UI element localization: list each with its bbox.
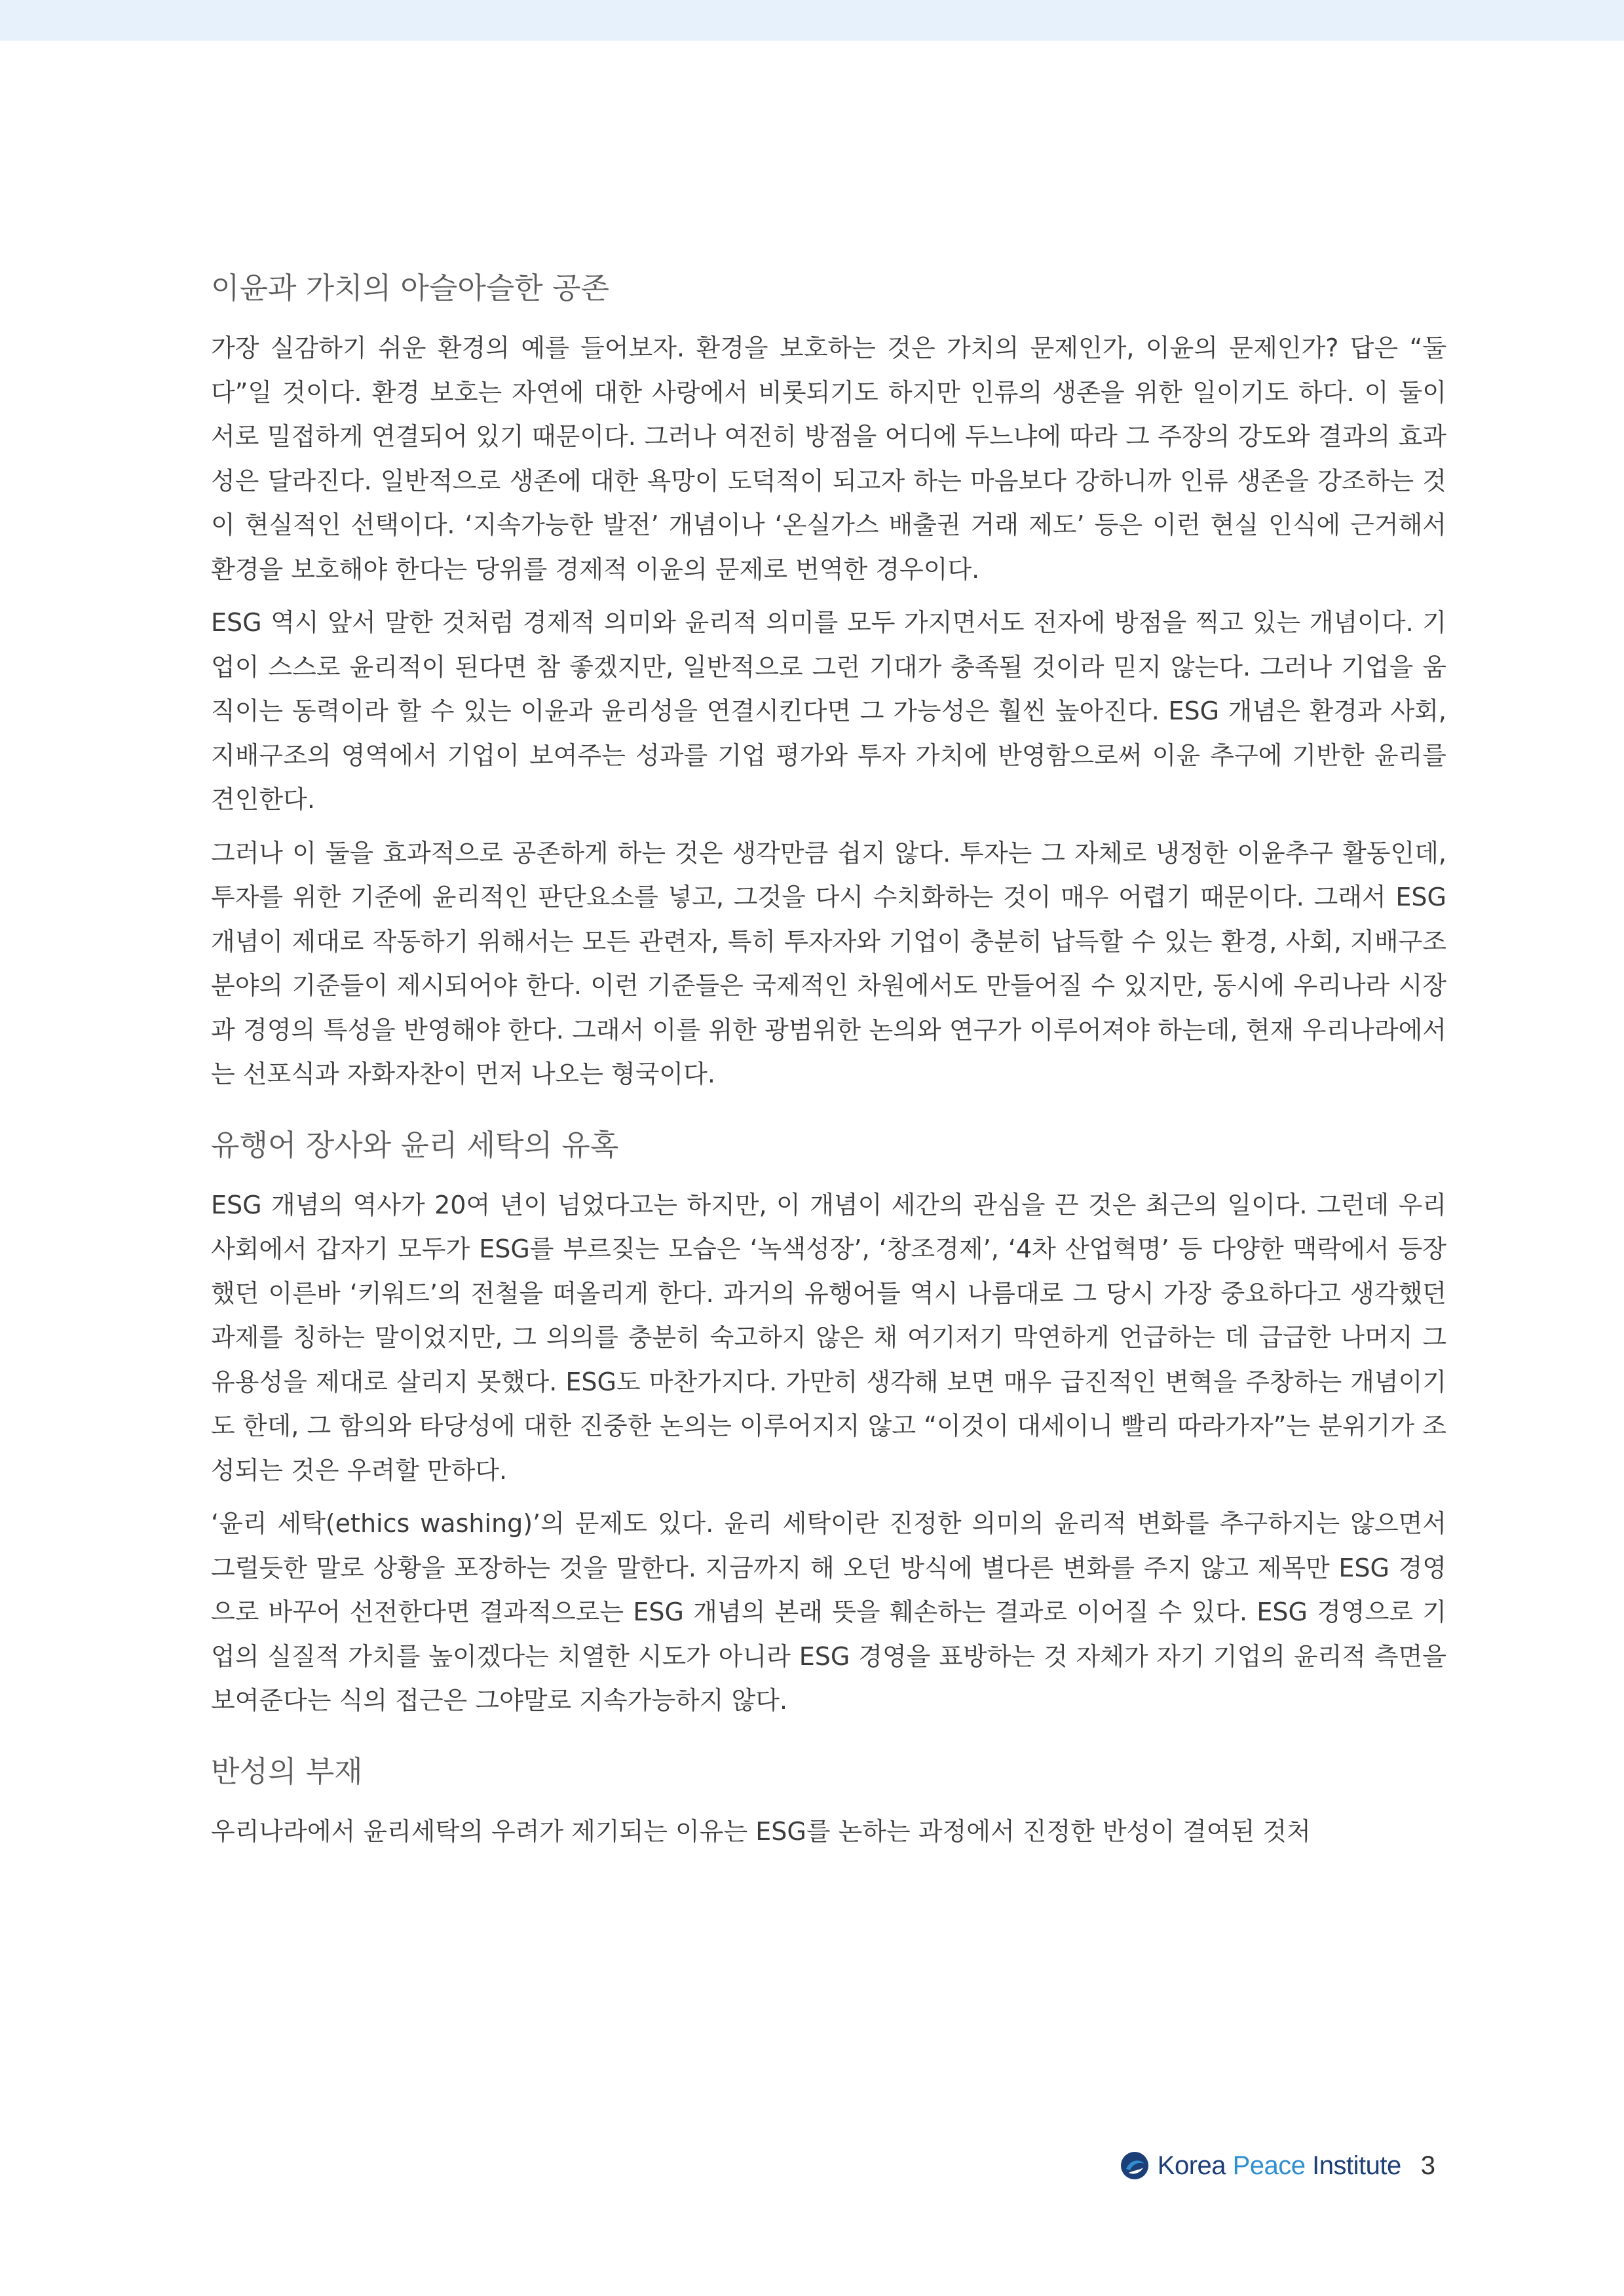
- korea-peace-institute-logo-icon: [1120, 2151, 1150, 2181]
- paragraph: 가장 실감하기 쉬운 환경의 예를 들어보자. 환경을 보호하는 것은 가치의 문제인가, 이윤의 문제인가? 답은 “둘 다”일 것이다. 환경 보호는 자연에 대한 사랑에서 비롯되기도 하지만 인류의 생존을 위한 일이기도 하다. 이 둘이 서로 밀접하게 연결되어 있기 때문이다. 그러나 여전히 방점을 어디에 두느냐에 따라 그 주장의 강도와 결과의 효과성은 달라진다. 일반적으로 생존에 대한 욕망이 도덕적이 되고자 하는 마음보다 강하니까 인류 생존을 강조하는 것이 현실적인 선택이다. ‘지속가능한 발전’ 개념이나 ‘온실가스 배출권 거래 제도’ 등은 이런 현실 인식에 근거해서 환경을 보호해야 한다는 당위를 경제적 이윤의 문제로 번역한 경우이다.: [211, 334, 1447, 584]
- section-lack-of-reflection: [211, 1752, 1446, 1854]
- paragraph: ESG 역시 앞서 말한 것처럼 경제적 의미와 윤리적 의미를 모두 가지면서도 전자에 방점을 찍고 있는 개념이다. 기업이 스스로 윤리적이 된다면 참 좋겠지만, 일반적으로 그런 기대가 충족될 것이라 믿지 않는다. 그러나 기업을 움직이는 동력이라 할 수 있는 이윤과 윤리성을 연결시킨다면 그 가능성은 훨씬 높아진다. ESG 개념은 환경과 사회, 지배구조의 영역에서 기업이 보여주는 성과를 기업 평가와 투자 가치에 반영함으로써 이윤 추구에 기반한 윤리를 견인한다.: [211, 608, 1446, 814]
- paragraph: ESG 개념의 역사가 20여 년이 넘었다고는 하지만, 이 개념이 세간의 관심을 끈 것은 최근의 일이다. 그런데 우리 사회에서 갑자기 모두가 ESG를 부르짖는 모습은 ‘녹색성장’, ‘창조경제’, ‘4차 산업혁명’ 등 다양한 맥락에서 등장했던 이른바 ‘키워드’의 전철을 떠올리게 한다. 과거의 유행어들 역시 나름대로 그 당시 가장 중요하다고 생각했던 과제를 칭하는 말이었지만, 그 의의를 충분히 숙고하지 않은 채 여기저기 막연하게 언급하는 데 급급한 나머지 그 유용성을 제대로 살리지 못했다. ESG도 마찬가지다. 가만히 생각해 보면 매우 급진적인 변혁을 주창하는 개념이기도 한데, 그 함의와 타당성에 대한 진중한 논의는 이루어지지 않고 “이것이 대세이니 빨리 따라가자”는 분위기가 조성되는 것은 우려할 만하다.: [211, 1190, 1446, 1485]
- logo-text-korea: Korea: [1157, 2151, 1233, 2180]
- paragraph: ‘윤리 세탁(ethics washing)’의 문제도 있다. 윤리 세탁이란 진정한 의미의 윤리적 변화를 추구하지는 않으면서 그럴듯한 말로 상황을 포장하는 것을 말한다. 지금까지 해 오던 방식에 별다른 변화를 주지 않고 제목만 ESG 경영으로 바꾸어 선전한다면 결과적으로는 ESG 개념의 본래 뜻을 훼손하는 결과로 이어질 수 있다. ESG 경영으로 기업의 실질적 가치를 높이겠다는 치열한 시도가 아니라 ESG 경영을 표방하는 것 자체가 자기 기업의 윤리적 측면을 보여준다는 식의 접근은 그야말로 지속가능하지 않다.: [211, 1509, 1446, 1715]
- section-buzzword-ethics-washing: [211, 1126, 1446, 1723]
- section-heading: 반성의 부재: [211, 1753, 363, 1789]
- logo-text-peace: Peace: [1232, 2151, 1306, 2180]
- logo-text: [1158, 2151, 1401, 2181]
- top-band: [0, 0, 1624, 41]
- section-profit-value: [211, 269, 1446, 1097]
- article-body: [211, 269, 1446, 1863]
- section-heading: 유행어 장사와 윤리 세탁의 유혹: [211, 1127, 619, 1162]
- section-heading: 이윤과 가치의 아슬아슬한 공존: [211, 271, 610, 305]
- paragraph: 우리나라에서 윤리세탁의 우려가 제기되는 이유는 ESG를 논하는 과정에서 진정한 반성이 결여된 것처: [211, 1816, 1311, 1846]
- page-footer: [1120, 2143, 1435, 2189]
- paragraph: 그러나 이 둘을 효과적으로 공존하게 하는 것은 생각만큼 쉽지 않다. 투자는 그 자체로 냉정한 이윤추구 활동인데, 투자를 위한 기준에 윤리적인 판단요소를 넣고, 그것을 다시 수치화하는 것이 매우 어렵기 때문이다. 그래서 ESG 개념이 제대로 작동하기 위해서는 모든 관련자, 특히 투자자와 기업이 충분히 납득할 수 있는 환경, 사회, 지배구조 분야의 기준들이 제시되어야 한다. 이런 기준들은 국제적인 차원에서도 만들어질 수 있지만, 동시에 우리나라 시장과 경영의 특성을 반영해야 한다. 그래서 이를 위한 광범위한 논의와 연구가 이루어져야 하는데, 현재 우리나라에서는 선포식과 자화자찬이 먼저 나오는 형국이다.: [211, 838, 1446, 1088]
- page-number: 3: [1420, 2151, 1435, 2180]
- logo-text-institute: Institute: [1305, 2151, 1401, 2180]
